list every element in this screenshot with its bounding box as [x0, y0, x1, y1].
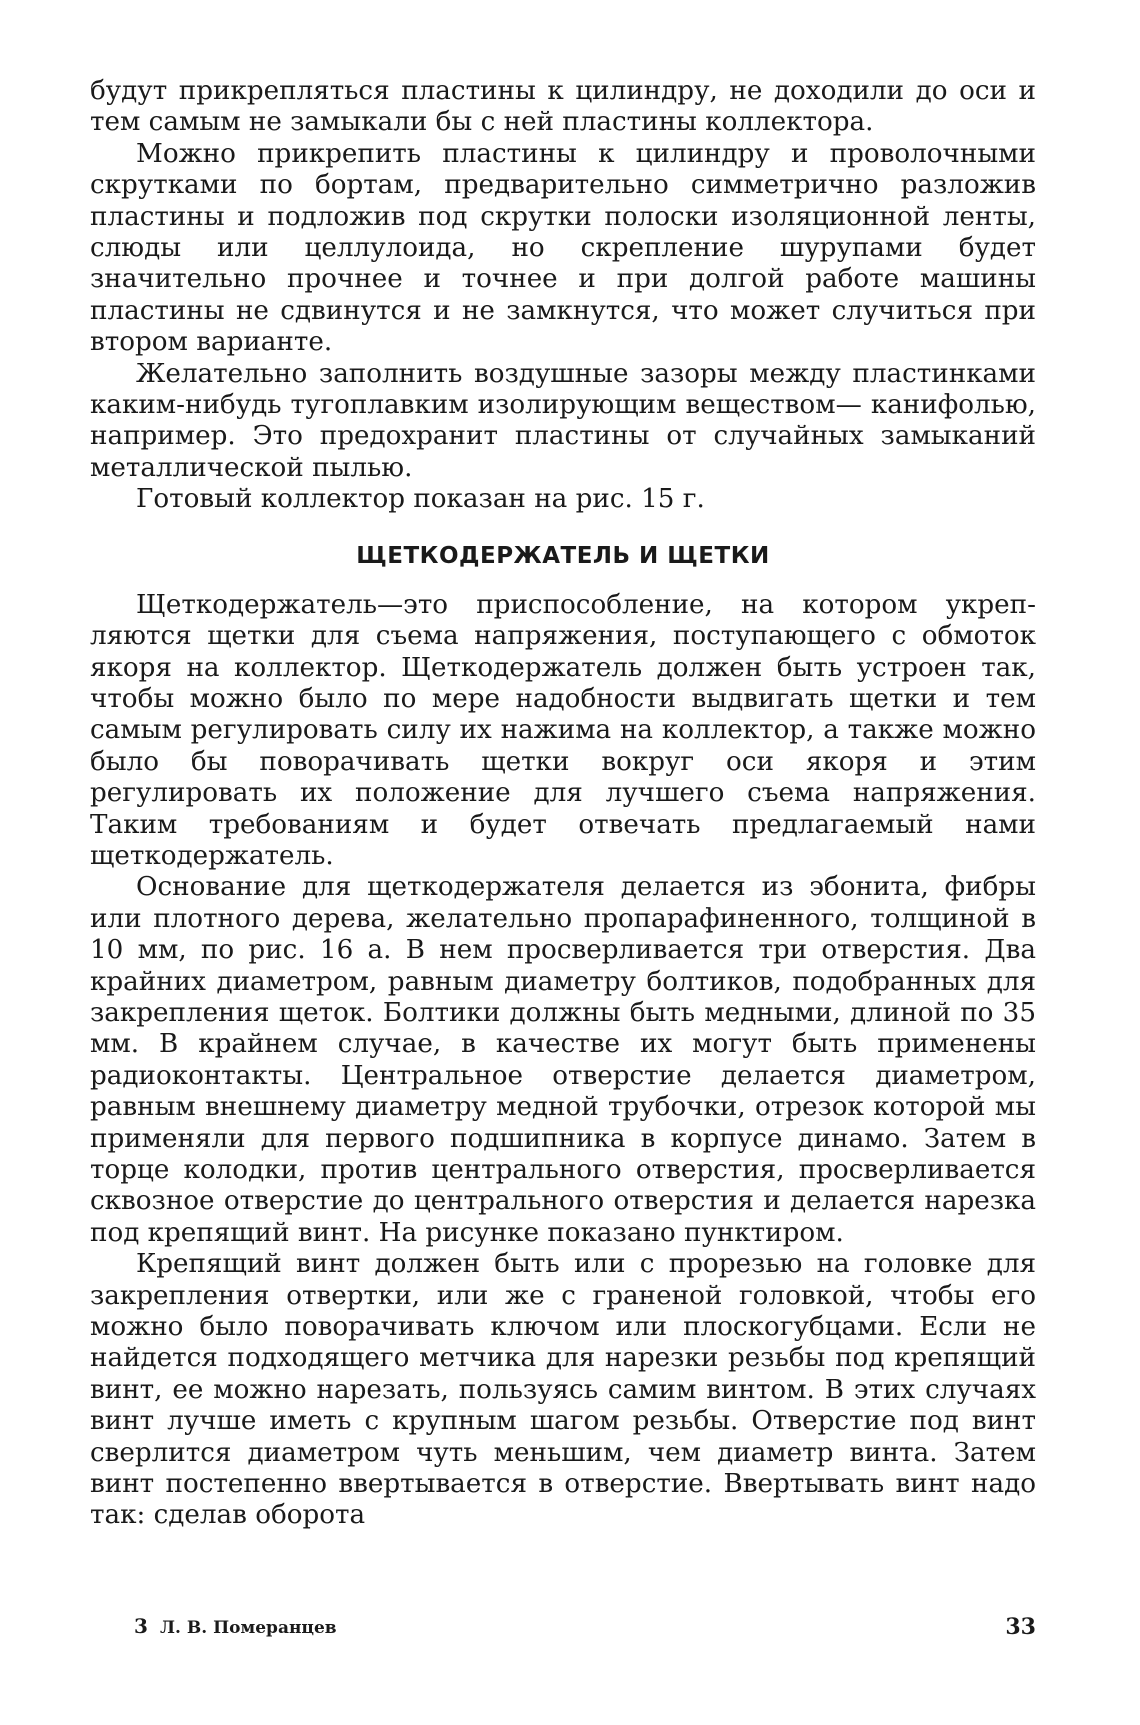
paragraph: Можно прикрепить пластины к цилиндру и проволочными скрутками по бортам, предварительно симметрично разложив пластины и подложив под скрутки полоски изоляционной ленты, слюды или целлулоида, но скрепление шурупами будет значительно прочнее и точнее и при долгой работе машины пластины не сдвинутся и не замкнутся, что может случиться при втором варианте. — [90, 138, 1036, 358]
page-number: 33 — [1005, 1614, 1036, 1640]
section-heading: ЩЕТКОДЕРЖАТЕЛЬ И ЩЕТКИ — [356, 542, 770, 569]
page-footer — [134, 1614, 1036, 1648]
paragraph: Готовый коллектор показан на рис. 15 г. — [136, 484, 705, 515]
signature-mark: 3 — [134, 1614, 148, 1638]
body-text — [90, 76, 1036, 1532]
paragraph: Желательно заполнить воздушные зазоры между пластинками каким-нибудь тугоплавким изолирующим веществом— канифолью, например. Это предохранит пластины от случайных замыканий металлической пылью. — [90, 358, 1036, 483]
paragraph: Щеткодержатель—это приспособление, на котором укрепляются щетки для съема напряжения, поступающего с обмоток якоря на коллектор. Щеткодержатель должен быть устроен так, чтобы можно было по мере надобности выдвигать щетки и тем самым регулировать силу их нажима на коллектор, а также можно было бы поворачивать щетки вокруг оси якоря и этим регулировать их положение для лучшего съема напряжения. Таким требованиям и будет отвечать предлагаемый нами щеткодержатель. — [90, 589, 1036, 871]
paragraph-continuation: будут прикрепляться пластины к цилиндру, не доходили до оси и тем самым не замыкали бы с ней пластины коллектора. — [90, 76, 1036, 138]
paragraph: Крепящий винт должен быть или с прорезью на головке для закрепления отвертки, или же с граненой головкой, чтобы его можно было поворачивать ключом или плоскогубцами. Если не найдется подходящего метчика для нарезки резьбы под крепящий винт, ее можно нарезать, пользуясь самим винтом. В этих случаях винт лучше иметь с крупным шагом резьбы. Отверстие под винт сверлится диаметром чуть меньшим, чем диаметр винта. Затем винт постепенно ввертывается в отверстие. Ввертывать винт надо так: сделав оборота — [90, 1249, 1036, 1531]
paragraph: Основание для щеткодержателя делается из эбонита, фибры или плотного дерева, желательно пропарафиненного, толщиной в 10 мм, по рис. 16 а. В нем просверливается три отверстия. Два крайних диаметром, равным диаметру болтиков, подобранных для закрепления щеток. Болтики должны быть медными, длиной по 35 мм. В крайнем случае, в качестве их могут быть применены радиоконтакты. Центральное отверстие делается диаметром, равным внешнему диаметру медной трубочки, отрезок которой мы применяли для первого подшипника в корпусе динамо. Затем в торце колодки, против центрального отверстия, просверливается сквозное отверстие до центрального отверстия и делается нарезка под крепящий винт. На рисунке показано пунктиром. — [90, 872, 1036, 1248]
footer-author: Л. В. Померанцев — [160, 1618, 337, 1638]
